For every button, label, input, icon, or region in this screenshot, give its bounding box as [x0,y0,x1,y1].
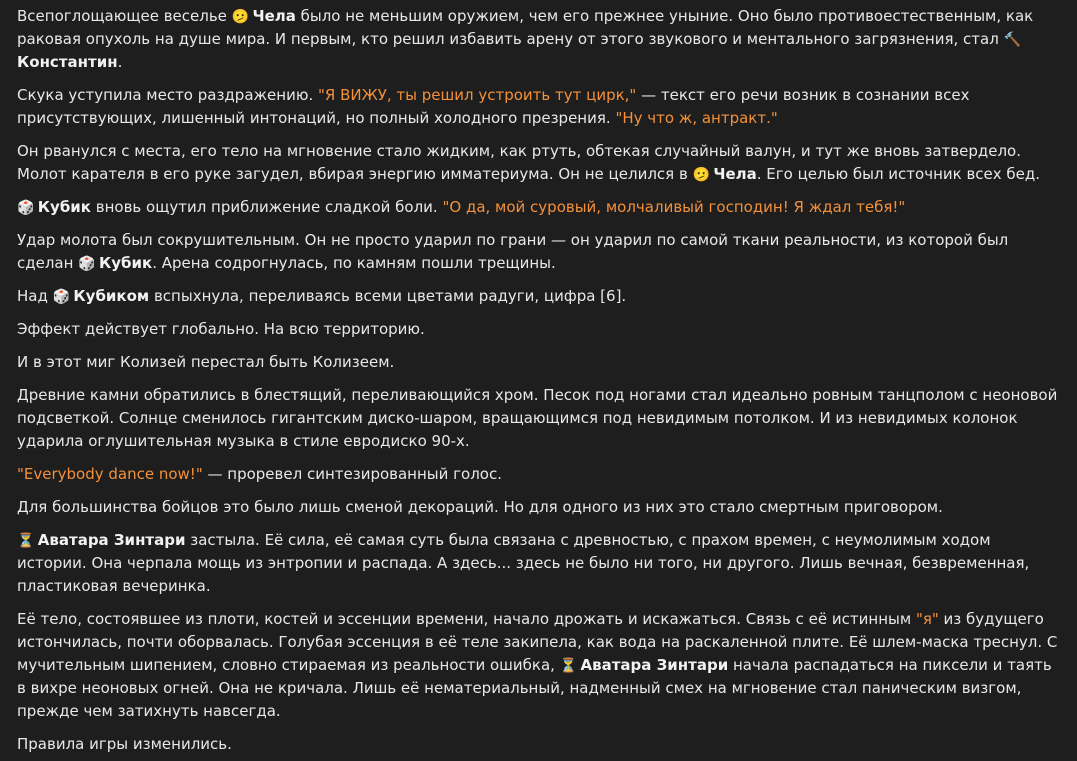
hourglass-icon: ⏳ [17,533,35,549]
character-name: Чела [252,7,296,25]
paragraph: Правила игры изменились. [17,735,232,753]
character-name: Кубик [37,198,91,216]
paragraph: Эффект действует глобально. На всю территорию. [17,320,425,338]
character-name: Аватара Зинтари [37,531,186,549]
paragraph: Над 🎲 Кубиком вспыхнула, переливаясь всеми цветами радуги, цифра [6]. [17,287,627,305]
character-name: Кубик [98,254,153,272]
paragraph: ⏳ Аватара Зинтари застыла. Её сила, её самая суть была связана с древностью, с прахом времен, с неумолимым ходом истории. Она черпала мощь из энтропии и распада. А здесь... здесь не было ни того, ни другого. Лишь вечная, безвременная, пластиковая вечеринка. [17,531,1030,595]
chel-icon: 🫤 [692,167,710,183]
character-name: Чела [713,165,757,183]
quote: "Я ВИЖУ, ты решил устроить тут цирк," [317,86,637,104]
chel-icon: 🫤 [231,9,250,25]
paragraph: Для большинства бойцов это было лишь сменой декораций. Но для одного из них это стало смертным приговором. [17,498,943,516]
paragraph: Удар молота был сокрушительным. Он не просто ударил по грани — он ударил по самой ткани реальности, из которой был сделан 🎲 Кубик. Арена содрогнулась, по камням пошли трещины. [17,231,1009,272]
paragraph: Он рванулся с места, его тело на мгновение стало жидким, как ртуть, обтекая случайный валун, и тут же вновь затвердело. Молот карателя в его руке загудел, вбирая энергию имматериума. Он не целился в 🫤 Чела. Его целью был источник всех бед. [17,142,1041,183]
paragraph: Её тело, состоявшее из плоти, костей и эссенции времени, начало дрожать и искажаться. Связь с её истинным "я" из будущего истончилась, почти оборвалась. Голубая эссенция в её теле закипела, как вода на раскаленной плите. Её шлем-маска треснул. С мучительным шипением, словно стираемая из реальности ошибка, ⏳ Аватара Зинтари начала распадаться на пиксели и таять в вихре неоновых огней. Она не кричала. Лишь её нематериальный, надменный смех на мгновение стал паническим визгом, прежде чем затихнуть навсегда. [17,610,1058,720]
character-name: Кубиком [73,287,150,305]
quote: "О да, мой суровый, молчаливый господин! Я ждал тебя!" [442,198,906,216]
quote: "я" [915,610,939,628]
character-name: Константин [17,53,118,71]
paragraph: 🎲 Кубик вновь ощутил приближение сладкой боли. "О да, мой суровый, молчаливый господин! Я ждал тебя!" [17,198,906,216]
dice-icon: 🎲 [78,256,96,272]
character-name: Аватара Зинтари [580,656,729,674]
hammer-icon: 🔨 [1003,32,1021,48]
paragraph: И в этот миг Колизей перестал быть Колизеем. [17,353,395,371]
dice-icon: 🎲 [17,200,35,216]
paragraph: Скука уступила место раздражению. "Я ВИЖУ, ты решил устроить тут цирк," — текст его речи возник в сознании всех присутствующих, лишенный интонаций, но полный холодного презрения. "Ну что ж, антракт." [17,86,970,127]
paragraph: Всепоглощающее веселье 🫤 Чела было не меньшим оружием, чем его прежнее уныние. Оно было противоестественным, как раковая опухоль на душе мира. И первым, кто решил избавить арену от этого звукового и ментального загрязнения, стал 🔨 Константин. [17,7,1034,71]
quote: "Everybody dance now!" [17,465,203,483]
paragraph: Древние камни обратились в блестящий, переливающийся хром. Песок под ногами стал идеально ровным танцполом с неоновой подсветкой. Солнце сменилось гигантским диско-шаром, вращающимся под невидимым потолком. И из невидимых колонок ударила оглушительная музыка в стиле евродиско 90-х. [17,386,1058,450]
dice-icon: 🎲 [52,289,71,305]
paragraph: "Everybody dance now!" — проревел синтезированный голос. [17,465,502,483]
hourglass-icon: ⏳ [559,658,578,674]
quote: "Ну что ж, антракт." [615,109,778,127]
